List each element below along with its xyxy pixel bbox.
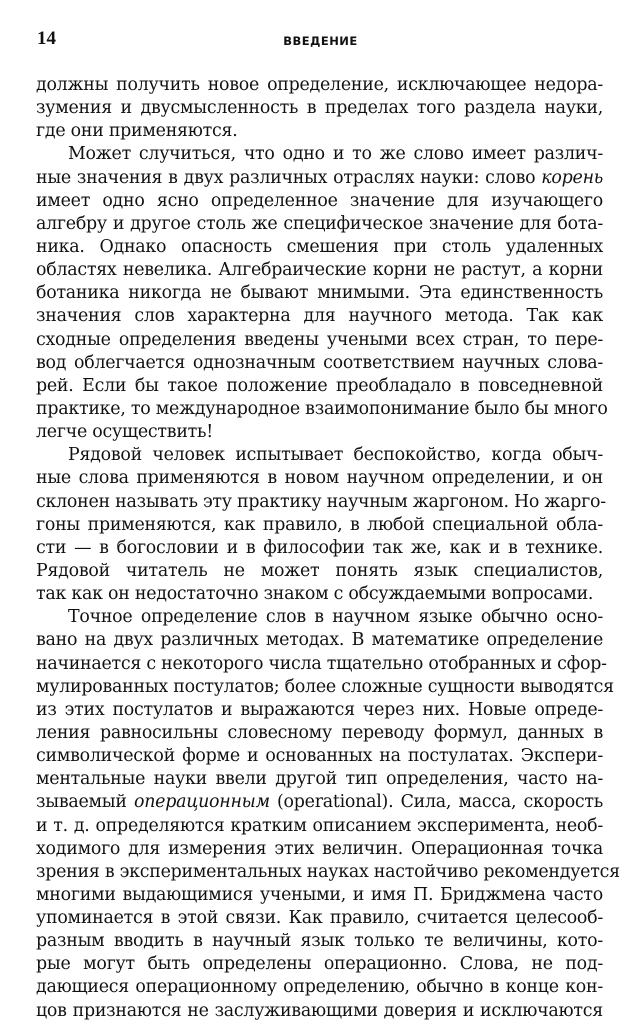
text-run: дающиеся операционному определению, обычно в конце кон- bbox=[36, 977, 603, 998]
text-run: ные слова применяются в новом научном определении, и он bbox=[36, 468, 603, 489]
text-line bbox=[36, 976, 603, 999]
text-run: мулированных постулатов; более сложные сущности выводятся bbox=[36, 676, 614, 697]
text-line bbox=[36, 560, 603, 583]
text-run: многими выдающимися учеными, и имя П. Бриджмена часто bbox=[36, 884, 603, 905]
text-line bbox=[36, 282, 603, 305]
text-line bbox=[36, 768, 603, 791]
text-run: и т. д. определяются кратким описанием эксперимента, необ- bbox=[36, 815, 603, 836]
text-run: легче осуществить! bbox=[36, 422, 213, 443]
text-run: рей. Если бы такое положение преобладало в повседневной bbox=[36, 375, 603, 396]
text-run: ные значения в двух различных отраслях науки: слово bbox=[36, 167, 542, 188]
text-run: вод облегчается однозначным соответствием научных слова- bbox=[36, 352, 603, 373]
text-run: областях невелика. Алгебраические корни не растут, а корни bbox=[36, 260, 603, 281]
text-line bbox=[36, 74, 603, 97]
text-line bbox=[36, 930, 603, 953]
text-run: ботаника никогда не бывают мнимыми. Эта единственность bbox=[36, 283, 603, 304]
text-line bbox=[36, 259, 603, 282]
text-run: зрения в экспериментальных науках настойчиво рекомендуется bbox=[36, 861, 620, 882]
text-line bbox=[36, 722, 603, 745]
text-line bbox=[36, 352, 603, 375]
text-line bbox=[36, 699, 603, 722]
text-line bbox=[36, 120, 603, 143]
text-run: так как он недостаточно знаком с обсуждаемыми вопросами. bbox=[36, 584, 594, 605]
text-run: (operational). Сила, масса, скорость bbox=[269, 792, 603, 813]
text-run: зумения и двусмысленность в пределах того раздела науки, bbox=[36, 98, 603, 119]
text-line bbox=[36, 606, 603, 629]
text-line bbox=[36, 907, 603, 930]
text-line bbox=[36, 444, 603, 467]
text-run: Точное определение слов в научном языке обычно осно- bbox=[68, 607, 603, 628]
text-line bbox=[36, 167, 603, 190]
running-title: ВВЕДЕНИЕ bbox=[283, 34, 358, 48]
text-line bbox=[36, 861, 620, 884]
text-line bbox=[36, 467, 603, 490]
text-run: практике, то международное взаимопонимание было бы много bbox=[36, 398, 608, 419]
text-line bbox=[36, 745, 603, 768]
text-run: вано на двух различных методах. В математике определение bbox=[36, 630, 603, 651]
text-run: где они применяются. bbox=[36, 121, 238, 142]
text-run: рые могут быть определены операционно. Слова, не под- bbox=[36, 954, 603, 975]
text-line bbox=[36, 491, 606, 514]
page-header bbox=[37, 28, 604, 62]
text-line bbox=[36, 653, 607, 676]
text-run: упоминается в этой связи. Как правило, считается целесооб- bbox=[36, 908, 603, 929]
text-line bbox=[36, 791, 603, 814]
text-line bbox=[36, 953, 603, 976]
text-line bbox=[36, 537, 603, 560]
body-text bbox=[36, 74, 620, 1023]
page-number: 14 bbox=[37, 28, 56, 49]
text-line bbox=[36, 143, 603, 166]
text-line bbox=[36, 629, 603, 652]
text-line bbox=[36, 236, 603, 259]
text-line bbox=[36, 838, 603, 861]
text-run: зываемый bbox=[36, 792, 134, 813]
text-line bbox=[36, 305, 603, 328]
italic-term: корень bbox=[541, 167, 603, 188]
text-run: Рядовой человек испытывает беспокойство, когда обыч- bbox=[68, 445, 603, 466]
text-run: должны получить новое определение, исключающее недора- bbox=[36, 75, 603, 95]
text-run: ления равносильны словесному переводу формул, данных в bbox=[36, 722, 603, 743]
text-run: Может случиться, что одно и то же слово имеет различ- bbox=[68, 144, 603, 165]
text-line bbox=[36, 398, 608, 421]
text-run: символической форме и основанных на постулатах. Экспери- bbox=[36, 746, 603, 767]
italic-term: операционным bbox=[134, 792, 270, 813]
text-run: ментальные науки ввели другой тип определения, часто на- bbox=[36, 769, 603, 790]
text-run: цов признаются не заслуживающими доверия и исключаются bbox=[36, 1000, 603, 1021]
text-line bbox=[36, 213, 603, 236]
text-run: ходимого для измерения этих величин. Операционная точка bbox=[36, 838, 603, 859]
text-line bbox=[36, 583, 603, 606]
text-run: разным вводить в научный язык только те величины, кото- bbox=[36, 931, 603, 952]
text-line bbox=[36, 514, 603, 537]
text-line bbox=[36, 375, 603, 398]
text-line bbox=[36, 884, 603, 907]
text-line bbox=[36, 676, 614, 699]
text-run: сти — в богословии и в философии так же, как и в технике. bbox=[36, 537, 603, 558]
text-run: значения слов характерна для научного метода. Так как bbox=[36, 306, 603, 327]
text-run: Рядовой читатель не может понять язык специалистов, bbox=[36, 560, 603, 581]
text-run: начинается с некоторого числа тщательно отобранных и сфор- bbox=[36, 653, 607, 674]
text-run: ника. Однако опасность смешения при столь удаленных bbox=[36, 236, 603, 257]
text-line bbox=[36, 815, 603, 838]
text-line bbox=[36, 190, 603, 213]
text-line bbox=[36, 329, 603, 352]
text-line bbox=[36, 97, 603, 120]
text-run: алгебру и другое столь же специфическое значение для бота- bbox=[36, 213, 603, 234]
text-line bbox=[36, 1000, 603, 1023]
text-run: из этих постулатов и выражаются через них. Новые опреде- bbox=[36, 699, 603, 720]
text-line bbox=[36, 421, 603, 444]
text-run: имеет одно ясно определенное значение для изучающего bbox=[36, 190, 603, 211]
text-run: гоны применяются, как правило, в любой специальной обла- bbox=[36, 514, 603, 535]
text-run: сходные определения введены учеными всех стран, то пере- bbox=[36, 329, 603, 350]
text-run: склонен называть эту практику научным жаргоном. Но жарго- bbox=[36, 491, 606, 512]
